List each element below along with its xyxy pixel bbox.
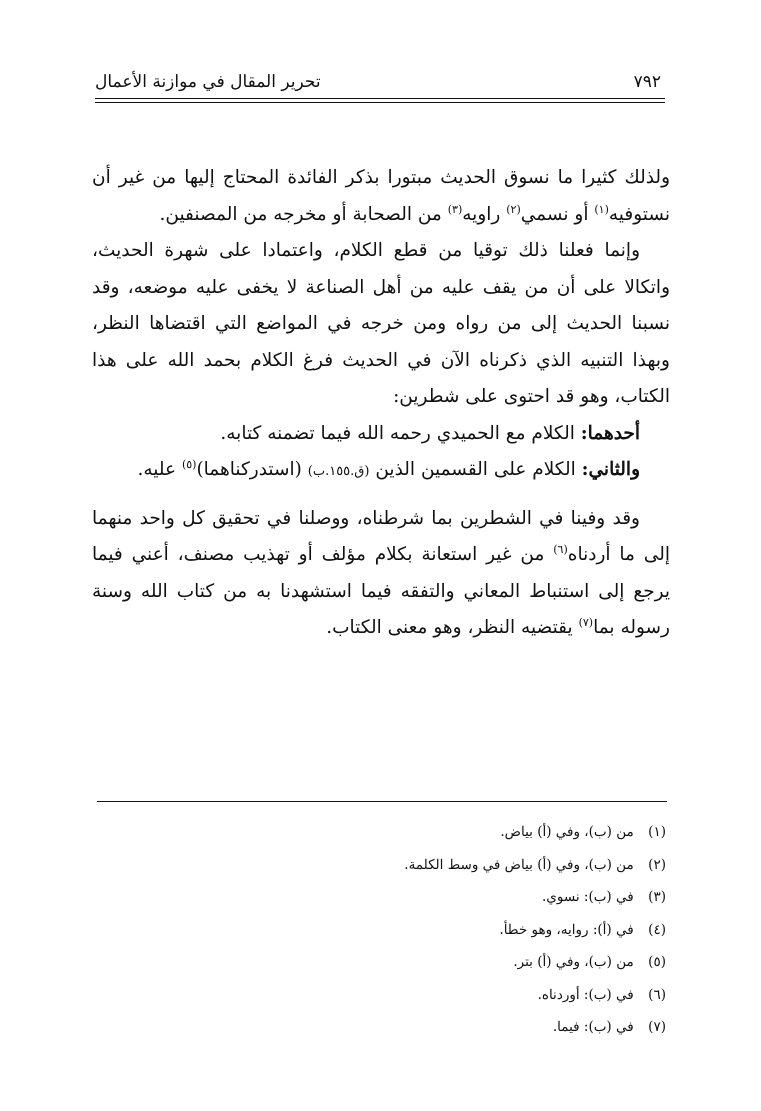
footnote-ref-1[interactable]: (١) [594, 202, 609, 216]
running-header [95, 70, 665, 104]
footnote-ref-2[interactable]: (٢) [506, 202, 521, 216]
paragraph-4: والثاني: الكلام على القسمين الذين (ق.١٥٥.ب) (استدركناهما)$^{(٥)}$ عليه. [137, 457, 640, 480]
footnote-ref-5[interactable]: (٥) [181, 457, 197, 471]
manuscript-folio-marker: (ق.١٥٥.ب) [307, 464, 370, 479]
footnote-7: (٧) في (ب): فيما. [552, 1019, 666, 1035]
main-text [92, 160, 670, 647]
paragraph-1: ولذلك كثيرا ما نسوق الحديث مبتورا بذكر الفائدة المحتاج إليها من غير أن نستوفيه$^{(١)}$ أو نسمي$^{(٢)}$ راويه$^{(٣)}$ من الصحابة أو مخرجه من المصنفين. [92, 167, 670, 225]
footnote-5: (٥) من (ب)، وفي (أ) بتر. [513, 954, 666, 970]
footnote-6: (٦) في (ب): أوردناه. [537, 986, 666, 1003]
footnotes [106, 816, 666, 1044]
header-rule [95, 98, 665, 99]
footnote-ref-7[interactable]: (٧) [578, 615, 594, 629]
section-lead-2: والثاني: [581, 459, 640, 480]
header-rule-thin [95, 102, 665, 103]
footnote-4: (٤) في (أ): روايه، وهو خطأ. [499, 921, 666, 938]
footnote-ref-3[interactable]: (٣) [447, 202, 463, 216]
footnote-separator [97, 801, 667, 802]
paragraph-2: وإنما فعلنا ذلك توقيا من قطع الكلام، واعتمادا على شهرة الحديث، واتكالا على أن من يقف عليه من أهل الصناعة لا يخفى عليه موضعه، وقد نسبنا الحديث إلى من رواه ومن خرجه في المواضع التي اقتضاها النظر، وبهذا التنبيه الذي ذكرناه الآن في الحديث فرغ الكلام بحمد الله على هذا الكتاب، وهو قد احتوى على شطرين: [92, 240, 670, 407]
section-lead-1: أحدهما: [580, 422, 640, 444]
paragraph-5: وقد وفينا في الشطرين بما شرطناه، ووصلنا في تحقيق كل واحد منهما إلى ما أردناه$^{(٦)}$ من غير استعانة بكلام مؤلف أو تهذيب مصنف، أعني فيما يرجع إلى استنباط المعاني والتفقه فيما استشهدنا به من كتاب الله وسنة رسوله بما$^{(٧)}$ يقتضيه النظر، وهو معنى الكتاب. [92, 507, 670, 638]
page-number: ٧٩٢ [633, 72, 661, 92]
paragraph-3: أحدهما: الكلام مع الحميدي رحمه الله فيما تضمنه كتابه. [220, 422, 640, 444]
footnote-1: (١) من (ب)، وفي (أ) بياض. [500, 824, 666, 840]
footnote-3: (٣) في (ب): نسوي. [541, 889, 666, 905]
footnote-2: (٢) من (ب)، وفي (أ) بياض في وسط الكلمة. [404, 856, 666, 873]
running-title: تحرير المقال في موازنة الأعمال [95, 72, 321, 92]
footnote-ref-6[interactable]: (٦) [553, 542, 568, 556]
